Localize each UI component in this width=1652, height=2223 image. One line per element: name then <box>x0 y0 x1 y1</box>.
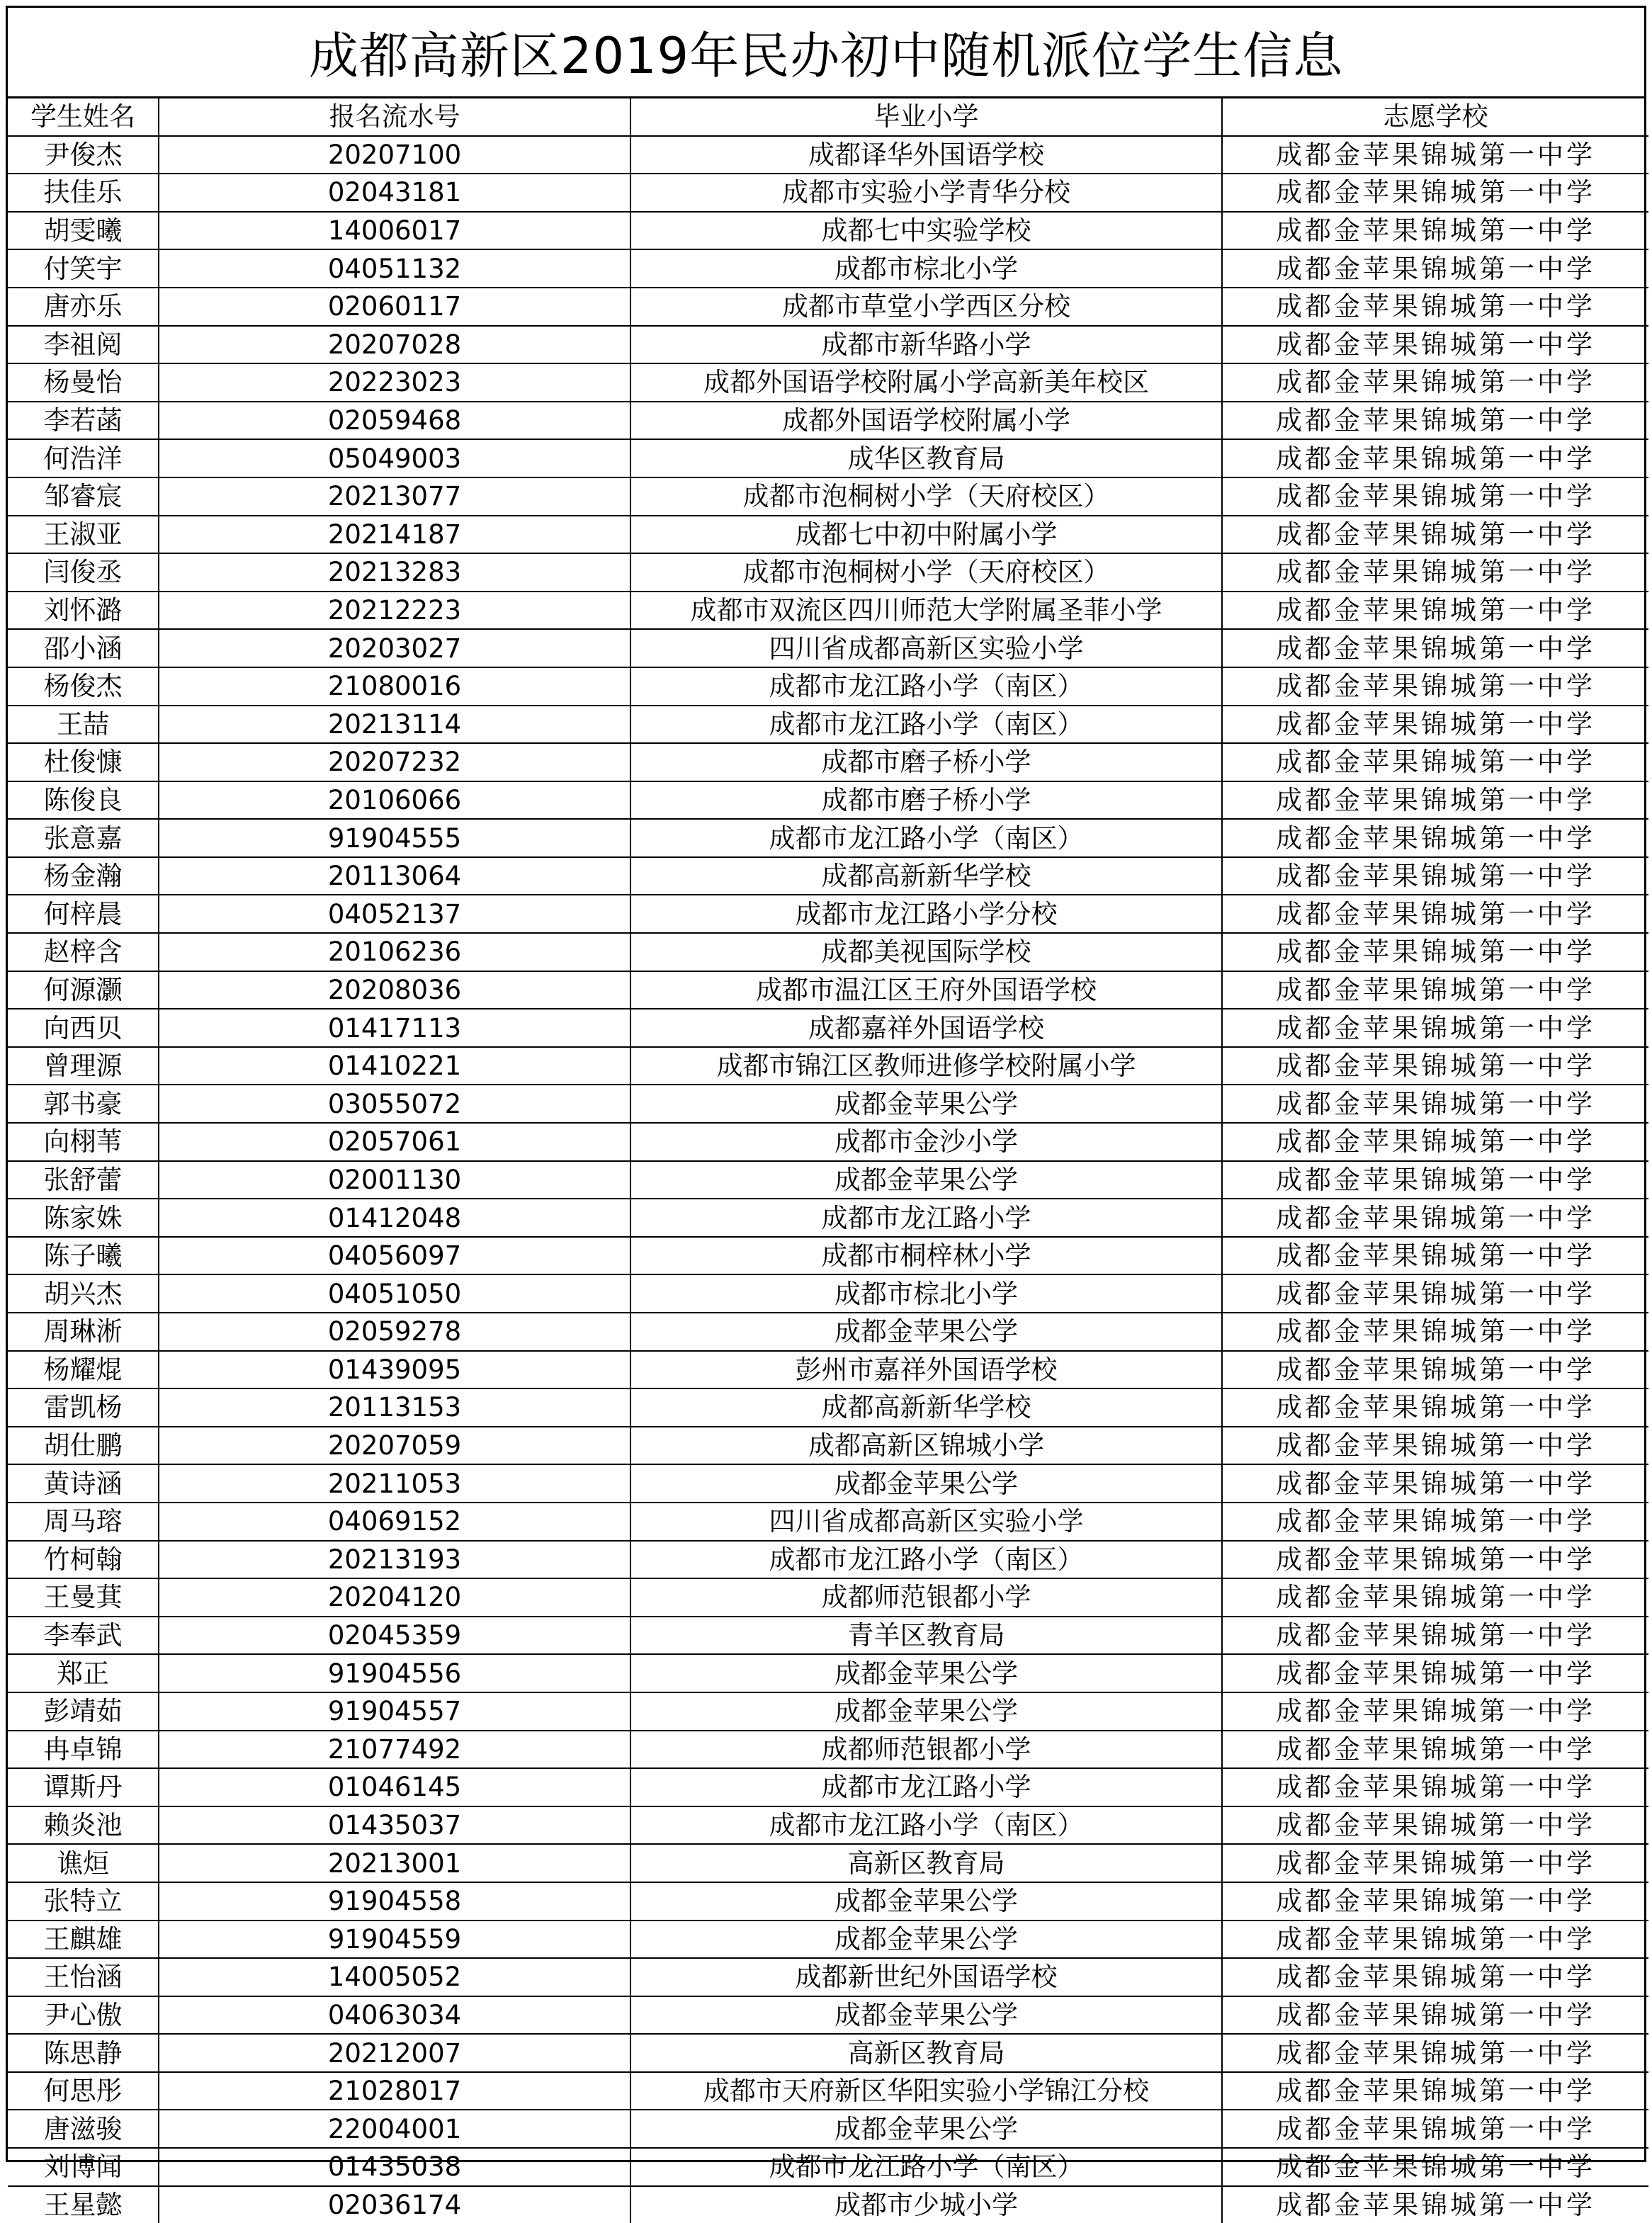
wish-school-cell: 成都金苹果锦城第一中学 <box>1222 136 1648 174</box>
table-row <box>8 819 1648 857</box>
primary-school-cell: 成都高新新华学校 <box>630 857 1222 895</box>
serial-number-cell: 05049003 <box>159 439 630 477</box>
wish-school-cell: 成都金苹果锦城第一中学 <box>1222 1806 1648 1845</box>
table-row <box>8 1047 1648 1085</box>
student-name-cell: 闫俊丞 <box>8 553 159 592</box>
wish-school-cell: 成都金苹果锦城第一中学 <box>1222 1085 1648 1123</box>
serial-number-cell: 91904558 <box>159 1882 630 1921</box>
table-row <box>8 1692 1648 1731</box>
primary-school-cell: 成都市锦江区教师进修学校附属小学 <box>630 1047 1222 1085</box>
wish-school-cell: 成都金苹果锦城第一中学 <box>1222 1274 1648 1313</box>
primary-school-cell: 成都市新华路小学 <box>630 326 1222 364</box>
primary-school-cell: 成都市草堂小学西区分校 <box>630 288 1222 326</box>
serial-number-cell: 91904556 <box>159 1654 630 1692</box>
student-name-cell: 付笑宇 <box>8 249 159 288</box>
serial-number-cell: 21077492 <box>159 1731 630 1769</box>
primary-school-cell: 成都市双流区四川师范大学附属圣菲小学 <box>630 592 1222 630</box>
wish-school-cell: 成都金苹果锦城第一中学 <box>1222 1844 1648 1882</box>
primary-school-cell: 成都美视国际学校 <box>630 933 1222 971</box>
table-row <box>8 212 1648 250</box>
serial-number-cell: 02001130 <box>159 1161 630 1199</box>
primary-school-cell: 成都新世纪外国语学校 <box>630 1958 1222 1996</box>
table-row <box>8 2072 1648 2110</box>
serial-number-cell: 91904557 <box>159 1692 630 1731</box>
student-name-cell: 竹柯翰 <box>8 1541 159 1579</box>
student-name-cell: 邵小涵 <box>8 629 159 667</box>
serial-number-cell: 01046145 <box>159 1768 630 1806</box>
primary-school-cell: 成都市龙江路小学（南区） <box>630 1541 1222 1579</box>
student-name-cell: 彭靖茹 <box>8 1692 159 1731</box>
wish-school-cell: 成都金苹果锦城第一中学 <box>1222 2148 1648 2186</box>
serial-number-cell: 02043181 <box>159 174 630 212</box>
primary-school-cell: 成都金苹果公学 <box>630 2110 1222 2148</box>
table-row <box>8 933 1648 971</box>
serial-number-cell: 04069152 <box>159 1503 630 1541</box>
table-row <box>8 1199 1648 1237</box>
student-name-cell: 王曼萁 <box>8 1578 159 1617</box>
wish-school-cell: 成都金苹果锦城第一中学 <box>1222 629 1648 667</box>
wish-school-cell: 成都金苹果锦城第一中学 <box>1222 971 1648 1009</box>
serial-number-cell: 20213283 <box>159 553 630 592</box>
primary-school-cell: 成都市棕北小学 <box>630 1274 1222 1313</box>
wish-school-cell: 成都金苹果锦城第一中学 <box>1222 174 1648 212</box>
wish-school-cell: 成都金苹果锦城第一中学 <box>1222 781 1648 820</box>
serial-number-cell: 20106066 <box>159 781 630 820</box>
wish-school-cell: 成都金苹果锦城第一中学 <box>1222 933 1648 971</box>
serial-number-cell: 22004001 <box>159 2110 630 2148</box>
primary-school-cell: 成都金苹果公学 <box>630 1085 1222 1123</box>
primary-school-cell: 成都师范银都小学 <box>630 1578 1222 1617</box>
student-name-cell: 赵梓含 <box>8 933 159 971</box>
serial-number-cell: 01439095 <box>159 1351 630 1389</box>
wish-school-cell: 成都金苹果锦城第一中学 <box>1222 1237 1648 1275</box>
student-table <box>8 98 1648 2223</box>
primary-school-cell: 成都七中初中附属小学 <box>630 516 1222 554</box>
table-row <box>8 2148 1648 2186</box>
student-name-cell: 张意嘉 <box>8 819 159 857</box>
serial-number-cell: 20212007 <box>159 2034 630 2072</box>
table-row <box>8 706 1648 744</box>
primary-school-cell: 成华区教育局 <box>630 439 1222 477</box>
primary-school-cell: 成都市龙江路小学（南区） <box>630 2148 1222 2186</box>
primary-school-cell: 四川省成都高新区实验小学 <box>630 1503 1222 1541</box>
primary-school-cell: 成都市龙江路小学 <box>630 1199 1222 1237</box>
wish-school-cell: 成都金苹果锦城第一中学 <box>1222 326 1648 364</box>
wish-school-cell: 成都金苹果锦城第一中学 <box>1222 477 1648 516</box>
student-name-cell: 雷凯杨 <box>8 1388 159 1427</box>
student-name-cell: 冉卓锦 <box>8 1731 159 1769</box>
student-name-cell: 胡兴杰 <box>8 1274 159 1313</box>
wish-school-cell: 成都金苹果锦城第一中学 <box>1222 1996 1648 2035</box>
table-row <box>8 516 1648 554</box>
serial-number-cell: 01435037 <box>159 1806 630 1845</box>
serial-number-cell: 20203027 <box>159 629 630 667</box>
table-row <box>8 895 1648 933</box>
wish-school-cell: 成都金苹果锦城第一中学 <box>1222 1731 1648 1769</box>
primary-school-cell: 成都外国语学校附属小学高新美年校区 <box>630 363 1222 402</box>
student-name-cell: 张特立 <box>8 1882 159 1921</box>
table-row <box>8 363 1648 402</box>
primary-school-cell: 成都市天府新区华阳实验小学锦江分校 <box>630 2072 1222 2110</box>
serial-number-cell: 21028017 <box>159 2072 630 2110</box>
primary-school-cell: 成都七中实验学校 <box>630 212 1222 250</box>
table-row <box>8 2186 1648 2223</box>
wish-school-cell: 成都金苹果锦城第一中学 <box>1222 363 1648 402</box>
serial-number-cell: 20213077 <box>159 477 630 516</box>
wish-school-cell: 成都金苹果锦城第一中学 <box>1222 667 1648 706</box>
serial-number-cell: 20106236 <box>159 933 630 971</box>
primary-school-cell: 成都金苹果公学 <box>630 1313 1222 1351</box>
student-name-cell: 尹心傲 <box>8 1996 159 2035</box>
table-row <box>8 402 1648 440</box>
student-name-cell: 邹睿宸 <box>8 477 159 516</box>
table-row <box>8 136 1648 174</box>
table-row <box>8 1009 1648 1047</box>
wish-school-cell: 成都金苹果锦城第一中学 <box>1222 743 1648 781</box>
serial-number-cell: 04052137 <box>159 895 630 933</box>
serial-number-cell: 02059468 <box>159 402 630 440</box>
student-info-sheet <box>6 6 1646 2220</box>
student-name-cell: 王星懿 <box>8 2186 159 2223</box>
table-row <box>8 1806 1648 1845</box>
wish-school-cell: 成都金苹果锦城第一中学 <box>1222 402 1648 440</box>
primary-school-cell: 成都高新新华学校 <box>630 1388 1222 1427</box>
student-name-cell: 杨俊杰 <box>8 667 159 706</box>
table-row <box>8 1996 1648 2035</box>
serial-number-cell: 91904555 <box>159 819 630 857</box>
primary-school-cell: 成都金苹果公学 <box>630 1692 1222 1731</box>
primary-school-cell: 成都市桐梓林小学 <box>630 1237 1222 1275</box>
serial-number-cell: 02036174 <box>159 2186 630 2223</box>
primary-school-cell: 成都市龙江路小学（南区） <box>630 706 1222 744</box>
student-name-cell: 唐滋骏 <box>8 2110 159 2148</box>
wish-school-cell: 成都金苹果锦城第一中学 <box>1222 1313 1648 1351</box>
serial-number-cell: 04051132 <box>159 249 630 288</box>
table-row <box>8 1921 1648 1959</box>
serial-number-cell: 20207232 <box>159 743 630 781</box>
student-name-cell: 何浩洋 <box>8 439 159 477</box>
primary-school-cell: 成都译华外国语学校 <box>630 136 1222 174</box>
table-row <box>8 174 1648 212</box>
serial-number-cell: 20207059 <box>159 1427 630 1465</box>
student-name-cell: 杨耀焜 <box>8 1351 159 1389</box>
wish-school-cell: 成都金苹果锦城第一中学 <box>1222 1958 1648 1996</box>
serial-number-cell: 14005052 <box>159 1958 630 1996</box>
table-row <box>8 1351 1648 1389</box>
serial-number-cell: 01435038 <box>159 2148 630 2186</box>
table-row <box>8 1123 1648 1161</box>
wish-school-cell: 成都金苹果锦城第一中学 <box>1222 1541 1648 1579</box>
student-name-cell: 谭斯丹 <box>8 1768 159 1806</box>
primary-school-cell: 成都金苹果公学 <box>630 1161 1222 1199</box>
wish-school-cell: 成都金苹果锦城第一中学 <box>1222 1617 1648 1655</box>
table-row <box>8 629 1648 667</box>
serial-number-cell: 20204120 <box>159 1578 630 1617</box>
table-row <box>8 1731 1648 1769</box>
student-name-cell: 刘博闻 <box>8 2148 159 2186</box>
student-name-cell: 李祖阅 <box>8 326 159 364</box>
wish-school-cell: 成都金苹果锦城第一中学 <box>1222 1047 1648 1085</box>
student-name-cell: 周马瑢 <box>8 1503 159 1541</box>
wish-school-cell: 成都金苹果锦城第一中学 <box>1222 1692 1648 1731</box>
column-header-wish: 志愿学校 <box>1222 98 1648 136</box>
serial-number-cell: 03055072 <box>159 1085 630 1123</box>
primary-school-cell: 成都市泡桐树小学（天府校区） <box>630 553 1222 592</box>
student-name-cell: 李若菡 <box>8 402 159 440</box>
student-name-cell: 陈家姝 <box>8 1199 159 1237</box>
primary-school-cell: 成都金苹果公学 <box>630 1464 1222 1503</box>
wish-school-cell: 成都金苹果锦城第一中学 <box>1222 706 1648 744</box>
table-row <box>8 2034 1648 2072</box>
wish-school-cell: 成都金苹果锦城第一中学 <box>1222 857 1648 895</box>
primary-school-cell: 成都市温江区王府外国语学校 <box>630 971 1222 1009</box>
student-name-cell: 杨金瀚 <box>8 857 159 895</box>
primary-school-cell: 成都市龙江路小学（南区） <box>630 667 1222 706</box>
table-row <box>8 1464 1648 1503</box>
student-name-cell: 黄诗涵 <box>8 1464 159 1503</box>
primary-school-cell: 成都金苹果公学 <box>630 1921 1222 1959</box>
serial-number-cell: 01410221 <box>159 1047 630 1085</box>
wish-school-cell: 成都金苹果锦城第一中学 <box>1222 2034 1648 2072</box>
student-name-cell: 何思彤 <box>8 2072 159 2110</box>
student-name-cell: 向西贝 <box>8 1009 159 1047</box>
primary-school-cell: 成都市龙江路小学（南区） <box>630 819 1222 857</box>
table-row <box>8 326 1648 364</box>
wish-school-cell: 成都金苹果锦城第一中学 <box>1222 1464 1648 1503</box>
student-name-cell: 刘怀潞 <box>8 592 159 630</box>
wish-school-cell: 成都金苹果锦城第一中学 <box>1222 516 1648 554</box>
wish-school-cell: 成都金苹果锦城第一中学 <box>1222 2186 1648 2223</box>
serial-number-cell: 20113153 <box>159 1388 630 1427</box>
primary-school-cell: 成都金苹果公学 <box>630 1882 1222 1921</box>
wish-school-cell: 成都金苹果锦城第一中学 <box>1222 1882 1648 1921</box>
table-row <box>8 1578 1648 1617</box>
table-row <box>8 249 1648 288</box>
student-name-cell: 谯烜 <box>8 1844 159 1882</box>
primary-school-cell: 成都市少城小学 <box>630 2186 1222 2223</box>
serial-number-cell: 04051050 <box>159 1274 630 1313</box>
primary-school-cell: 成都市龙江路小学分校 <box>630 895 1222 933</box>
serial-number-cell: 20213001 <box>159 1844 630 1882</box>
primary-school-cell: 成都外国语学校附属小学 <box>630 402 1222 440</box>
wish-school-cell: 成都金苹果锦城第一中学 <box>1222 249 1648 288</box>
table-row <box>8 592 1648 630</box>
serial-number-cell: 20223023 <box>159 363 630 402</box>
table-row <box>8 477 1648 516</box>
primary-school-cell: 成都市磨子桥小学 <box>630 743 1222 781</box>
wish-school-cell: 成都金苹果锦城第一中学 <box>1222 1578 1648 1617</box>
serial-number-cell: 20207100 <box>159 136 630 174</box>
student-name-cell: 李奉武 <box>8 1617 159 1655</box>
student-name-cell: 唐亦乐 <box>8 288 159 326</box>
primary-school-cell: 成都市棕北小学 <box>630 249 1222 288</box>
primary-school-cell: 成都市金沙小学 <box>630 1123 1222 1161</box>
serial-number-cell: 01417113 <box>159 1009 630 1047</box>
student-name-cell: 陈俊良 <box>8 781 159 820</box>
student-name-cell: 胡雯曦 <box>8 212 159 250</box>
wish-school-cell: 成都金苹果锦城第一中学 <box>1222 212 1648 250</box>
serial-number-cell: 20113064 <box>159 857 630 895</box>
table-row <box>8 743 1648 781</box>
serial-number-cell: 01412048 <box>159 1199 630 1237</box>
table-row <box>8 971 1648 1009</box>
serial-number-cell: 02060117 <box>159 288 630 326</box>
serial-number-cell: 02059278 <box>159 1313 630 1351</box>
primary-school-cell: 彭州市嘉祥外国语学校 <box>630 1351 1222 1389</box>
student-name-cell: 胡仕鹏 <box>8 1427 159 1465</box>
student-name-cell: 王麒雄 <box>8 1921 159 1959</box>
wish-school-cell: 成都金苹果锦城第一中学 <box>1222 1921 1648 1959</box>
serial-number-cell: 04056097 <box>159 1237 630 1275</box>
table-row <box>8 781 1648 820</box>
table-row <box>8 1161 1648 1199</box>
primary-school-cell: 成都师范银都小学 <box>630 1731 1222 1769</box>
wish-school-cell: 成都金苹果锦城第一中学 <box>1222 553 1648 592</box>
table-row <box>8 1617 1648 1655</box>
student-name-cell: 陈思静 <box>8 2034 159 2072</box>
wish-school-cell: 成都金苹果锦城第一中学 <box>1222 592 1648 630</box>
table-row <box>8 553 1648 592</box>
student-name-cell: 王喆 <box>8 706 159 744</box>
student-name-cell: 向栩苇 <box>8 1123 159 1161</box>
table-row <box>8 1388 1648 1427</box>
serial-number-cell: 20214187 <box>159 516 630 554</box>
student-name-cell: 扶佳乐 <box>8 174 159 212</box>
primary-school-cell: 成都高新区锦城小学 <box>630 1427 1222 1465</box>
table-row <box>8 1768 1648 1806</box>
student-name-cell: 王淑亚 <box>8 516 159 554</box>
column-header-school: 毕业小学 <box>630 98 1222 136</box>
primary-school-cell: 成都市磨子桥小学 <box>630 781 1222 820</box>
wish-school-cell: 成都金苹果锦城第一中学 <box>1222 1009 1648 1047</box>
table-row <box>8 1844 1648 1882</box>
table-row <box>8 1427 1648 1465</box>
primary-school-cell: 成都金苹果公学 <box>630 1654 1222 1692</box>
wish-school-cell: 成都金苹果锦城第一中学 <box>1222 439 1648 477</box>
student-name-cell: 尹俊杰 <box>8 136 159 174</box>
wish-school-cell: 成都金苹果锦城第一中学 <box>1222 2110 1648 2148</box>
student-name-cell: 杨曼怡 <box>8 363 159 402</box>
student-name-cell: 杜俊慷 <box>8 743 159 781</box>
table-row <box>8 1958 1648 1996</box>
wish-school-cell: 成都金苹果锦城第一中学 <box>1222 2072 1648 2110</box>
student-name-cell: 赖炎池 <box>8 1806 159 1845</box>
table-row <box>8 1541 1648 1579</box>
table-row <box>8 1085 1648 1123</box>
column-header-serial: 报名流水号 <box>159 98 630 136</box>
serial-number-cell: 20207028 <box>159 326 630 364</box>
serial-number-cell: 21080016 <box>159 667 630 706</box>
wish-school-cell: 成都金苹果锦城第一中学 <box>1222 288 1648 326</box>
wish-school-cell: 成都金苹果锦城第一中学 <box>1222 1351 1648 1389</box>
wish-school-cell: 成都金苹果锦城第一中学 <box>1222 1768 1648 1806</box>
serial-number-cell: 20208036 <box>159 971 630 1009</box>
page-title: 成都高新区2019年民办初中随机派位学生信息 <box>8 8 1644 98</box>
primary-school-cell: 成都嘉祥外国语学校 <box>630 1009 1222 1047</box>
student-name-cell: 周琳淅 <box>8 1313 159 1351</box>
student-name-cell: 何梓晨 <box>8 895 159 933</box>
column-header-name: 学生姓名 <box>8 98 159 136</box>
table-row <box>8 857 1648 895</box>
table-row <box>8 1503 1648 1541</box>
wish-school-cell: 成都金苹果锦城第一中学 <box>1222 1388 1648 1427</box>
student-name-cell: 陈子曦 <box>8 1237 159 1275</box>
serial-number-cell: 20211053 <box>159 1464 630 1503</box>
serial-number-cell: 04063034 <box>159 1996 630 2035</box>
wish-school-cell: 成都金苹果锦城第一中学 <box>1222 1654 1648 1692</box>
primary-school-cell: 四川省成都高新区实验小学 <box>630 629 1222 667</box>
wish-school-cell: 成都金苹果锦城第一中学 <box>1222 1427 1648 1465</box>
header-row <box>8 98 1648 136</box>
student-name-cell: 曾理源 <box>8 1047 159 1085</box>
table-row <box>8 1237 1648 1275</box>
primary-school-cell: 青羊区教育局 <box>630 1617 1222 1655</box>
primary-school-cell: 成都市泡桐树小学（天府校区） <box>630 477 1222 516</box>
serial-number-cell: 20213193 <box>159 1541 630 1579</box>
student-name-cell: 郭书豪 <box>8 1085 159 1123</box>
table-row <box>8 439 1648 477</box>
wish-school-cell: 成都金苹果锦城第一中学 <box>1222 819 1648 857</box>
serial-number-cell: 02045359 <box>159 1617 630 1655</box>
serial-number-cell: 14006017 <box>159 212 630 250</box>
primary-school-cell: 成都市龙江路小学（南区） <box>630 1806 1222 1845</box>
primary-school-cell: 成都金苹果公学 <box>630 1996 1222 2035</box>
table-row <box>8 1654 1648 1692</box>
wish-school-cell: 成都金苹果锦城第一中学 <box>1222 1161 1648 1199</box>
primary-school-cell: 高新区教育局 <box>630 2034 1222 2072</box>
primary-school-cell: 高新区教育局 <box>630 1844 1222 1882</box>
serial-number-cell: 20213114 <box>159 706 630 744</box>
table-row <box>8 1274 1648 1313</box>
table-row <box>8 288 1648 326</box>
serial-number-cell: 20212223 <box>159 592 630 630</box>
table-body <box>8 136 1648 2223</box>
wish-school-cell: 成都金苹果锦城第一中学 <box>1222 1199 1648 1237</box>
student-name-cell: 何源灏 <box>8 971 159 1009</box>
table-row <box>8 667 1648 706</box>
table-row <box>8 2110 1648 2148</box>
primary-school-cell: 成都市实验小学青华分校 <box>630 174 1222 212</box>
wish-school-cell: 成都金苹果锦城第一中学 <box>1222 895 1648 933</box>
serial-number-cell: 91904559 <box>159 1921 630 1959</box>
table-row <box>8 1313 1648 1351</box>
serial-number-cell: 02057061 <box>159 1123 630 1161</box>
wish-school-cell: 成都金苹果锦城第一中学 <box>1222 1503 1648 1541</box>
student-name-cell: 张舒蕾 <box>8 1161 159 1199</box>
wish-school-cell: 成都金苹果锦城第一中学 <box>1222 1123 1648 1161</box>
student-name-cell: 王怡涵 <box>8 1958 159 1996</box>
primary-school-cell: 成都市龙江路小学 <box>630 1768 1222 1806</box>
student-name-cell: 郑正 <box>8 1654 159 1692</box>
table-row <box>8 1882 1648 1921</box>
